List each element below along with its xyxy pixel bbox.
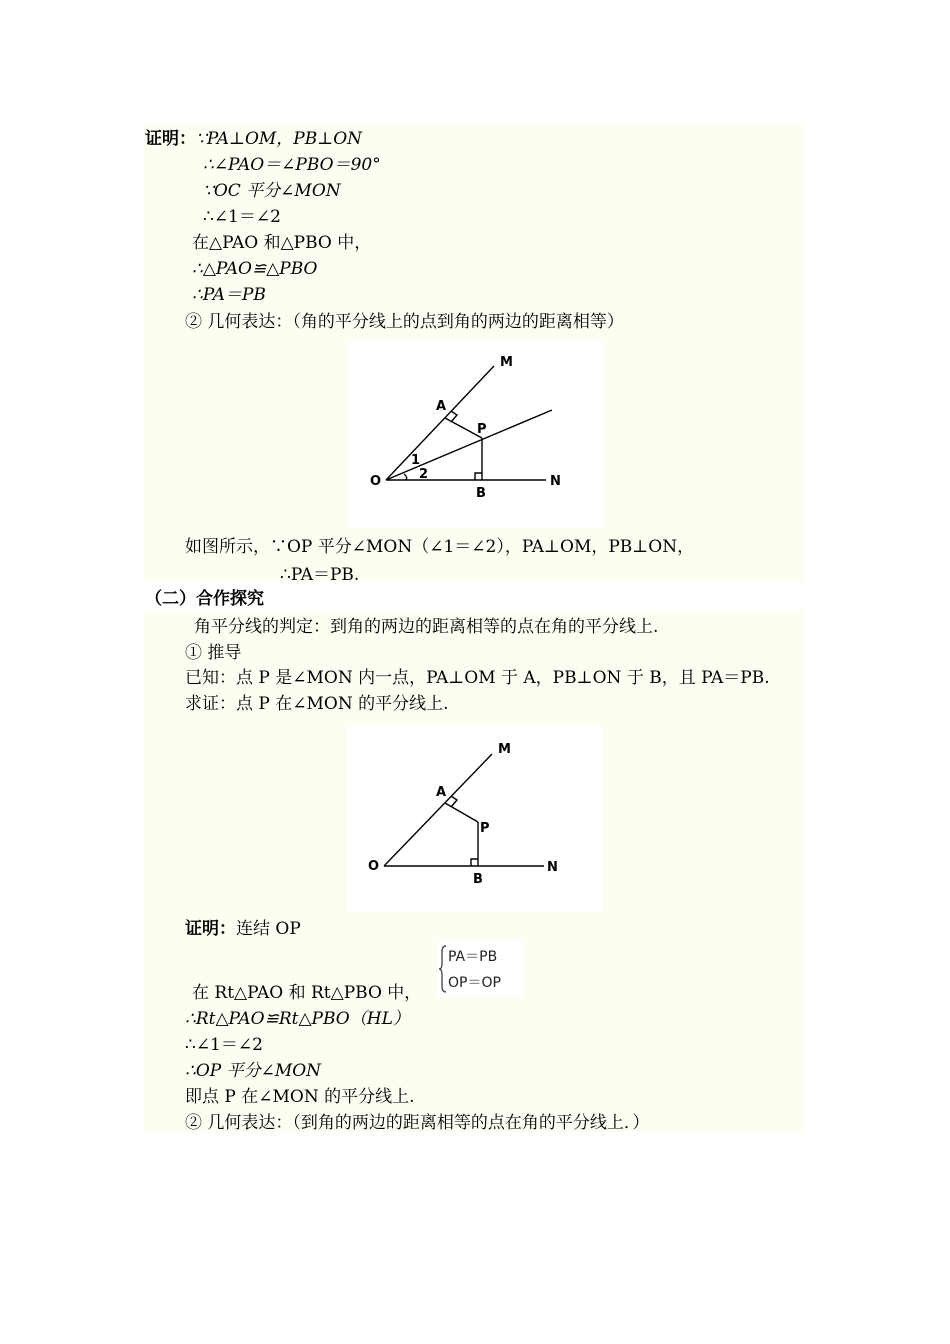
proof-line-5: 在△PAO 和△PBO 中， (192, 233, 372, 253)
brace-line-2: OP＝OP (448, 975, 501, 991)
label-N: N (547, 860, 558, 875)
prove-statement: 求证：点 P 在∠MON 的平分线上. (185, 694, 449, 714)
proof-label: 证明： (185, 919, 236, 939)
label-P: P (480, 821, 490, 836)
derivation-label: ① 推导 (185, 643, 242, 663)
geometry-expression-1: ② 几何表达：（角的平分线上的点到角的两边的距离相等） (185, 312, 624, 332)
geometry-expression-2: ② 几何表达：（到角的两边的距离相等的点在角的平分线上．） (185, 1113, 650, 1133)
equation-brace (438, 940, 524, 998)
proof2-line-2: 在 Rt△PAO 和 Rt△PBO 中， (192, 983, 422, 1003)
label-O: O (370, 474, 382, 489)
label-A: A (436, 785, 447, 800)
label-2: 2 (419, 467, 429, 482)
proof-text: ∵PA⊥OM，PB⊥ON (196, 129, 363, 149)
judgement-statement: 角平分线的判定：到角的两边的距离相等的点在角的平分线上. (194, 617, 659, 637)
brace-line-1: PA＝PB (448, 949, 498, 965)
label-O: O (368, 859, 380, 874)
angle-bisector-figure-1 (348, 340, 604, 528)
proof-line-3: ∵OC 平分∠MON (203, 181, 341, 201)
label-1: 1 (411, 453, 421, 468)
proof-line-2: ∴∠PAO＝∠PBO＝90° (203, 155, 381, 175)
proof2-line-6: 即点 P 在∠MON 的平分线上. (185, 1087, 415, 1107)
proof2-line-1 (185, 918, 301, 940)
proof2-line-3: ∴Rt△PAO≌Rt△PBO（HL） (185, 1009, 410, 1029)
given-statement: 已知：点 P 是∠MON 内一点，PA⊥OM 于 A，PB⊥ON 于 B，且 PA＝PB. (185, 668, 770, 688)
proof-line-4: ∴∠1＝∠2 (203, 207, 281, 227)
proof2-line-4: ∴∠1＝∠2 (185, 1035, 263, 1055)
proof-label: 证明： (145, 129, 196, 149)
label-M: M (498, 742, 511, 757)
brace-icon (438, 940, 448, 998)
label-N: N (550, 474, 561, 489)
label-A: A (436, 399, 447, 414)
figure-caption-2: ∴PA＝PB. (280, 565, 360, 585)
label-M: M (500, 355, 513, 370)
proof-text: 连结 OP (236, 919, 301, 939)
label-B: B (473, 872, 483, 887)
label-B: B (476, 486, 486, 501)
proof2-line-5: ∴OP 平分∠MON (185, 1061, 322, 1081)
figure-caption-1: 如图所示，∵OP 平分∠MON（∠1＝∠2），PA⊥OM，PB⊥ON， (185, 537, 695, 557)
section-heading: （二）合作探究 (145, 589, 264, 609)
angle-bisector-figure-2 (346, 726, 602, 912)
proof-line-1 (145, 128, 362, 150)
proof-line-6: ∴△PAO≌△PBO (192, 259, 318, 279)
proof-line-7: ∴PA＝PB (192, 285, 266, 305)
label-P: P (477, 422, 487, 437)
